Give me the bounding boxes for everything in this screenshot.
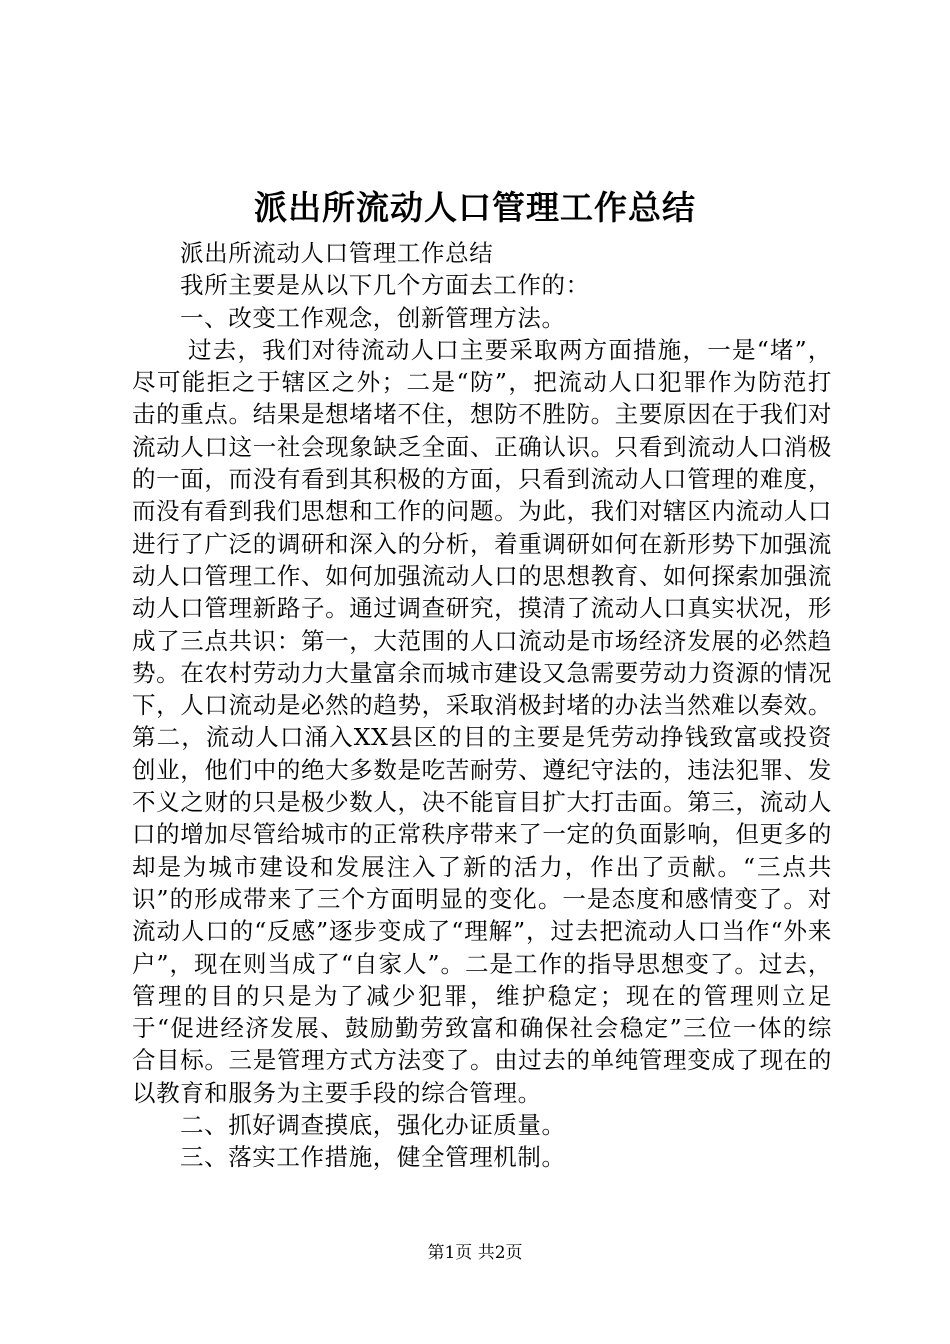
- section-heading-2: 二、抓好调查摸底，强化办证质量。: [180, 1111, 566, 1140]
- page-footer: 第1页 共2页: [427, 1243, 523, 1263]
- section-heading-1: 一、改变工作观念，创新管理方法。: [180, 303, 566, 332]
- intro-paragraph: 我所主要是从以下几个方面去工作的：: [180, 271, 590, 300]
- body-paragraph: 过去，我们对待流动人口主要采取两方面措施，一是“堵”，尽可能拒之于辖区之外；二是“防”，把流动人口犯罪作为防范打击的重点。结果是想堵堵不住，想防不胜防。主要原因在于我们对流动人口这一社会现象缺乏全面、正确认识。只看到流动人口消极的一面，而没有看到其积极的方面，只看到流动人口管理的难度，而没有看到我们思想和工作的问题。为此，我们对辖区内流动人口进行了广泛的调研和深入的分析，着重调研如何在新形势下加强流动人口管理工作、如何加强流动人口的思想教育、如何探索加强流动人口管理新路子。通过调查研究，摸清了流动人口真实状况，形成了三点共识：第一，大范围的人口流动是市场经济发展的必然趋势。在农村劳动力大量富余而城市建设又急需要劳动力资源的情况下，人口流动是必然的趋势，采取消极封堵的办法当然难以奏效。第二，流动人口涌入XX县区的目的主要是凭劳动挣钱致富或投资创业，他们中的绝大多数是吃苦耐劳、遵纪守法的，违法犯罪、发不义之财的只是极少数人，决不能盲目扩大打击面。第三，流动人口的增加尽管给城市的正常秩序带来了一定的负面影响，但更多的却是为城市建设和发展注入了新的活力，作出了贡献。“三点共识”的形成带来了三个方面明显的变化。一是态度和感情变了。对流动人口的“反感”逐步变成了“理解”，过去把流动人口当作“外来户”，现在则当成了“自家人”。二是工作的指导思想变了。过去，管理的目的只是为了减少犯罪，维护稳定；现在的管理则立足于“促进经济发展、鼓励勤劳致富和确保社会稳定”三位一体的综合目标。三是管理方式方法变了。由过去的单纯管理变成了现在的以教育和服务为主要手段的综合管理。: [132, 335, 832, 1107]
- subtitle-paragraph: 派出所流动人口管理工作总结: [180, 239, 494, 267]
- document-body: [132, 237, 832, 1174]
- document-title: 派出所流动人口管理工作总结: [254, 188, 696, 227]
- section-heading-3: 三、落实工作措施，健全管理机制。: [180, 1143, 566, 1172]
